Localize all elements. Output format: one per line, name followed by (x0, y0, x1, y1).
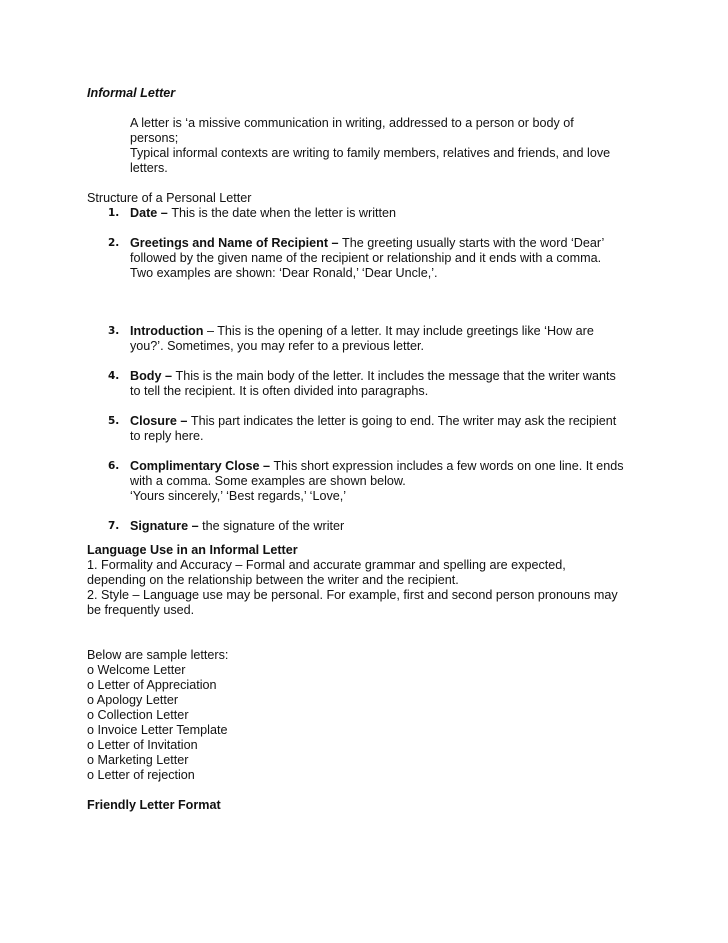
language-heading: Language Use in an Informal Letter (87, 543, 298, 557)
sample-item: o Invoice Letter Template (87, 723, 228, 737)
item-term: Greetings and Name of Recipient – (130, 236, 343, 250)
item-number: 1. (108, 207, 120, 219)
item-number: 7. (108, 520, 120, 532)
sample-item: o Apology Letter (87, 693, 179, 707)
intro-paragraph (87, 116, 647, 176)
structure-heading: Structure of a Personal Letter (87, 191, 252, 205)
structure-item-closure (87, 414, 647, 444)
item-text: followed by the given name of the recipient or relationship and it ends with a comma. (130, 251, 602, 265)
item-term: Complimentary Close – (130, 459, 274, 473)
structure-item-complimentary-close (87, 459, 647, 504)
language-line: 2. Style – Language use may be personal. For example, first and second person pronouns may (87, 588, 618, 602)
item-term: Signature – (130, 519, 203, 533)
item-text: – This is the opening of a letter. It may include greetings like ‘How are (203, 324, 594, 338)
item-number: 3. (108, 325, 120, 337)
item-text: The greeting usually starts with the word ‘Dear’ (342, 236, 605, 250)
document-page (87, 86, 647, 813)
sample-item: o Welcome Letter (87, 663, 186, 677)
item-text: Two examples are shown: ‘Dear Ronald,’ ‘Dear Uncle,’. (130, 266, 438, 280)
intro-line: letters. (130, 161, 168, 175)
item-text: to reply here. (130, 429, 204, 443)
structure-item-body (87, 369, 647, 399)
language-line: 1. Formality and Accuracy – Formal and accurate grammar and spelling are expected, (87, 558, 566, 572)
item-text: This part indicates the letter is going to end. The writer may ask the recipient (190, 414, 617, 428)
samples-heading: Below are sample letters: (87, 648, 229, 662)
format-heading: Friendly Letter Format (87, 798, 221, 812)
item-number: 4. (108, 370, 120, 382)
structure-item-date (87, 206, 647, 221)
item-text: the signature of the writer (202, 519, 345, 533)
sample-item: o Letter of Appreciation (87, 678, 217, 692)
language-line: depending on the relationship between the writer and the recipient. (87, 573, 459, 587)
document-title: Informal Letter (87, 86, 176, 100)
item-term: Introduction (130, 324, 204, 338)
intro-line: Typical informal contexts are writing to family members, relatives and friends, and love (130, 146, 611, 160)
structure-item-greetings (87, 236, 647, 281)
item-text: This short expression includes a few words on one line. It ends (273, 459, 624, 473)
item-term: Date – (130, 206, 172, 220)
intro-line: persons; (130, 131, 179, 145)
item-text: ‘Yours sincerely,’ ‘Best regards,’ ‘Love,’ (130, 489, 347, 503)
item-text: you?’. Sometimes, you may refer to a previous letter. (130, 339, 424, 353)
sample-item: o Collection Letter (87, 708, 189, 722)
item-text: This is the date when the letter is written (171, 206, 397, 220)
structure-item-introduction (87, 324, 647, 354)
item-number: 2. (108, 237, 120, 249)
item-text: to tell the recipient. It is often divided into paragraphs. (130, 384, 429, 398)
item-text: This is the main body of the letter. It includes the message that the writer wants (175, 369, 616, 383)
language-paragraph (87, 558, 647, 618)
sample-item: o Letter of Invitation (87, 738, 198, 752)
intro-line: A letter is ‘a missive communication in writing, addressed to a person or body of (130, 116, 574, 130)
samples-list (87, 663, 647, 783)
item-number: 5. (108, 415, 120, 427)
language-line: be frequently used. (87, 603, 195, 617)
item-term: Closure – (130, 414, 191, 428)
sample-item: o Letter of rejection (87, 768, 195, 782)
item-term: Body – (130, 369, 176, 383)
sample-item: o Marketing Letter (87, 753, 189, 767)
structure-list (87, 206, 647, 534)
structure-item-signature (87, 519, 647, 534)
item-number: 6. (108, 460, 120, 472)
item-text: with a comma. Some examples are shown below. (130, 474, 406, 488)
